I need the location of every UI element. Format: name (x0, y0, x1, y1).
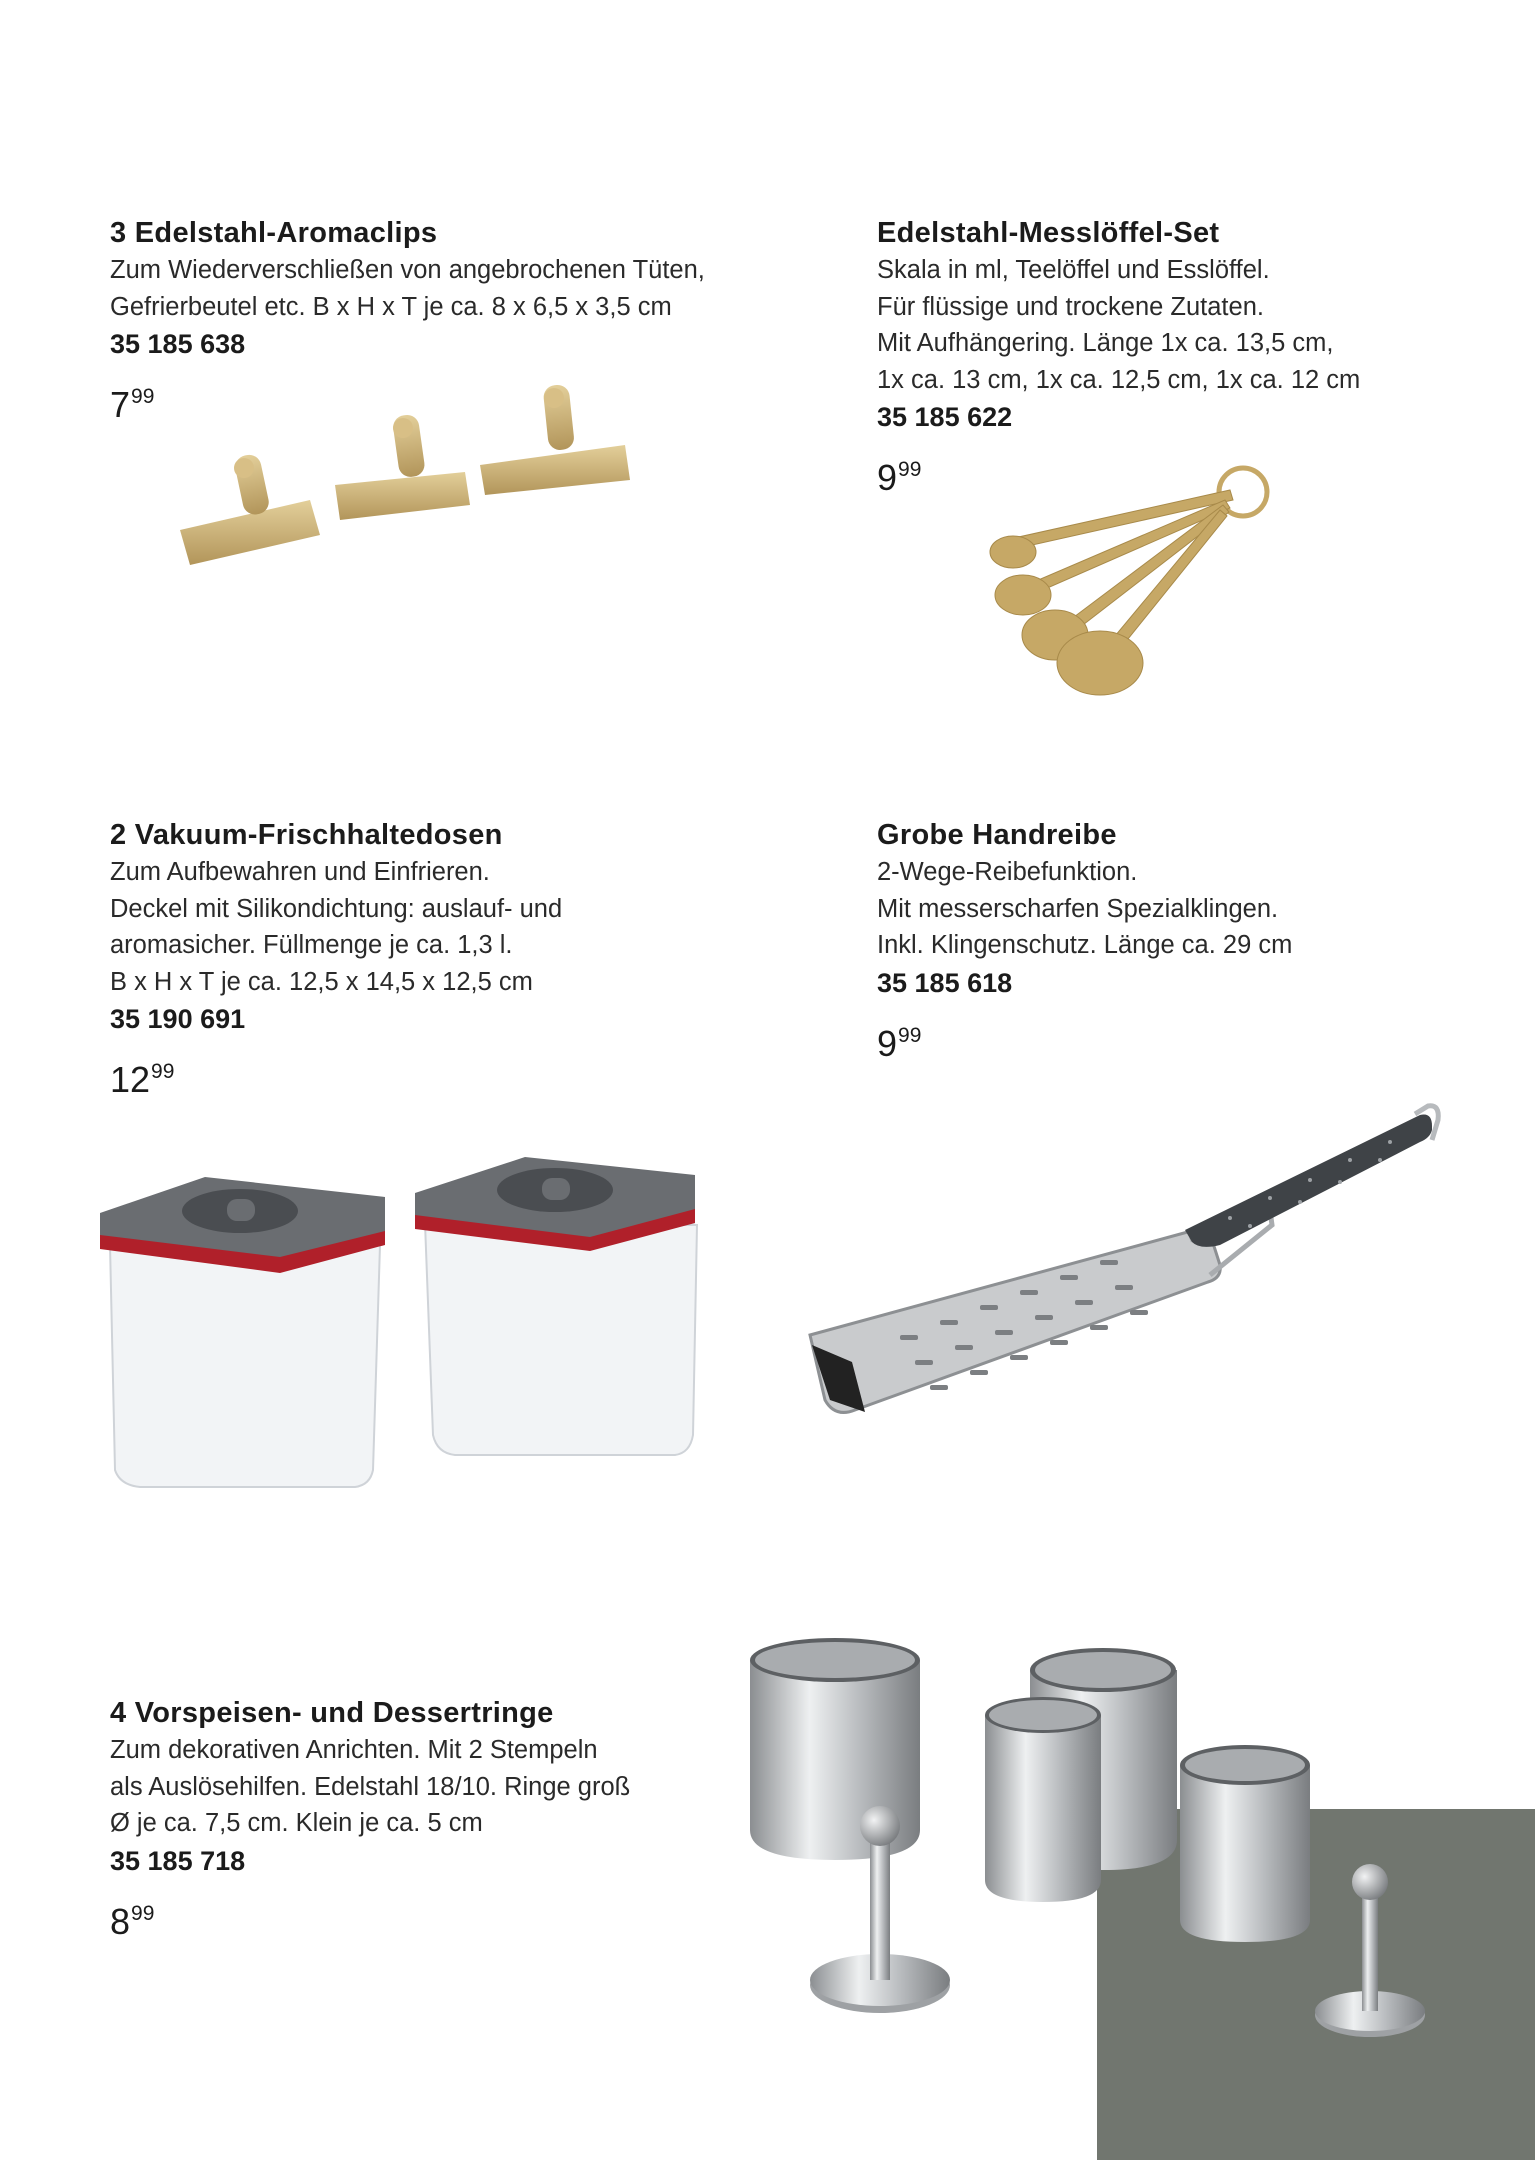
product-desc-line: Für flüssige und trockene Zutaten. (877, 292, 1264, 321)
spoon-bowl-4 (1057, 631, 1143, 695)
price: $9^{99}$ (877, 457, 922, 498)
product-desc-line: Deckel mit Silikondichtung: auslauf- und (110, 894, 563, 923)
product-desc-line: aromasicher. Füllmenge je ca. 1,3 l. (110, 931, 513, 959)
price: $12^{99}$ (110, 1059, 175, 1100)
article-number: 35 185 638 (110, 329, 246, 359)
product-handreibe (877, 816, 1517, 1066)
spoon-bowl-1 (990, 536, 1036, 568)
product-desc-line: Gefrierbeutel etc. B x H x T je ca. 8 x 6,5 x 3,5 cm (110, 292, 672, 321)
messloeffel-image (975, 460, 1295, 710)
container-2 (415, 1157, 697, 1455)
product-desc-line: Zum Wiederverschließen von angebrochenen Tüten, (110, 256, 705, 284)
ring-small-1 (985, 1697, 1101, 1902)
product-title: 2 Vakuum-Frischhaltedosen (110, 819, 503, 851)
price: $9^{99}$ (877, 1022, 922, 1064)
article-number: 35 185 718 (110, 1845, 246, 1876)
product-title: 4 Vorspeisen- und Dessertringe (110, 1697, 554, 1729)
clip-3 (480, 384, 630, 495)
spoon-bowl-2 (995, 575, 1051, 615)
handreibe-image (800, 1100, 1440, 1430)
product-desc-line: Mit Aufhängering. Länge 1x ca. 13,5 cm, (877, 329, 1334, 357)
product-desc-line: Inkl. Klingenschutz. Länge ca. 29 cm (877, 931, 1293, 959)
product-desc-line: Mit messerscharfen Spezialklingen. (877, 894, 1279, 923)
ring-small-2 (1180, 1745, 1310, 1942)
product-desc-line: 2-Wege-Reibefunktion. (877, 858, 1138, 886)
vakuumdosen-image (95, 1135, 715, 1495)
product-desc-line: Ø je ca. 7,5 cm. Klein je ca. 5 cm (110, 1809, 483, 1837)
product-title: Grobe Handreibe (877, 819, 1117, 851)
product-desc-line: 1x ca. 13 cm, 1x ca. 12,5 cm, 1x ca. 12 cm (877, 365, 1361, 394)
container-1 (100, 1177, 385, 1487)
clip-2 (335, 413, 470, 520)
aromaclips-image (170, 380, 650, 580)
article-number: 35 185 618 (877, 967, 1013, 998)
dessertringe-image (735, 1630, 1455, 2050)
product-title: 3 Edelstahl-Aromaclips (110, 217, 438, 249)
product-messloeffel (877, 214, 1517, 500)
product-vakuumdosen (110, 816, 790, 1102)
product-desc-line: als Auslösehilfen. Edelstahl 18/10. Ringe groß (110, 1772, 631, 1801)
product-dessertringe (110, 1694, 750, 1944)
article-number: 35 185 622 (877, 402, 1013, 432)
product-desc-line: Zum dekorativen Anrichten. Mit 2 Stempeln (110, 1736, 598, 1764)
product-title: Edelstahl-Messlöffel-Set (877, 217, 1220, 249)
product-desc-line: B x H x T je ca. 12,5 x 14,5 x 12,5 cm (110, 967, 533, 996)
product-desc-line: Zum Aufbewahren und Einfrieren. (110, 858, 490, 886)
stamp-2 (1315, 1864, 1425, 2037)
price: $7^{99}$ (110, 384, 155, 425)
article-number: 35 190 691 (110, 1004, 246, 1034)
clip-1 (180, 453, 320, 565)
price: $8^{99}$ (110, 1900, 155, 1942)
product-desc-line: Skala in ml, Teelöffel und Esslöffel. (877, 256, 1270, 284)
